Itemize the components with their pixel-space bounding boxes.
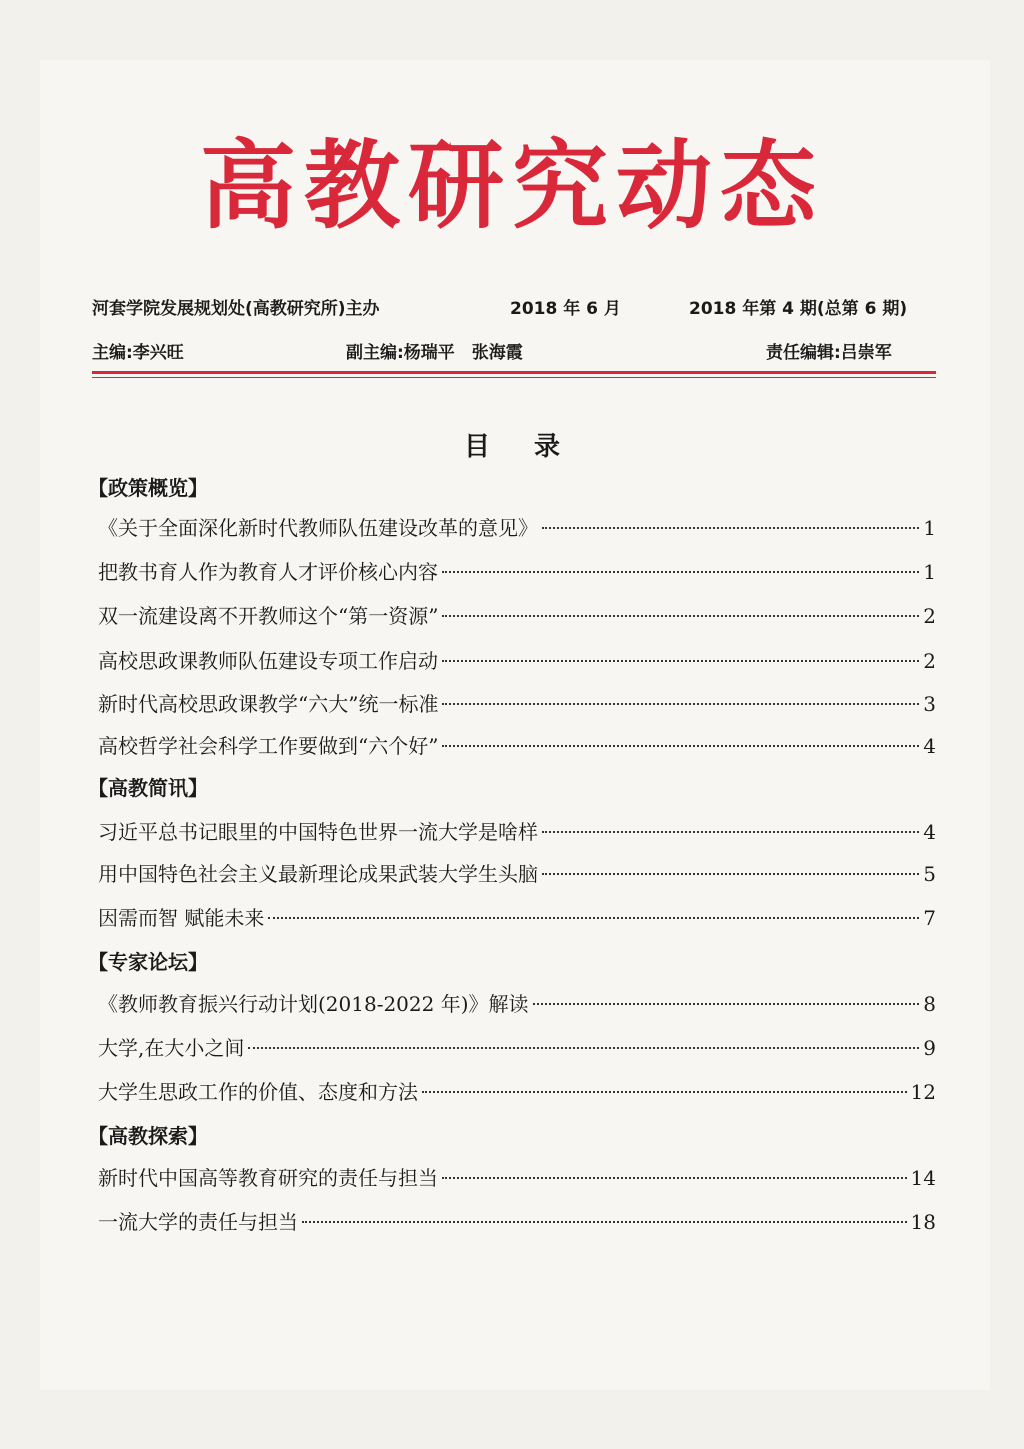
dot-leader bbox=[268, 917, 919, 919]
toc-entry-page: 14 bbox=[910, 1166, 936, 1190]
dot-leader bbox=[302, 1221, 907, 1223]
dot-leader bbox=[248, 1047, 919, 1049]
toc-entry-page: 18 bbox=[910, 1210, 936, 1234]
toc-entry-page: 12 bbox=[910, 1080, 936, 1104]
toc-entry-page: 9 bbox=[923, 1036, 936, 1060]
sponsor-text: 河套学院发展规划处(高教研究所)主办 bbox=[92, 299, 380, 319]
toc-entry[interactable] bbox=[98, 512, 936, 542]
toc-entry[interactable] bbox=[98, 556, 936, 586]
issue-date: 2018 年 6 月 bbox=[510, 299, 621, 319]
toc-entry[interactable] bbox=[98, 600, 936, 630]
toc-entry-page: 1 bbox=[923, 560, 936, 584]
toc-entry-page: 3 bbox=[923, 692, 936, 716]
chief-editor: 主编:李兴旺 bbox=[92, 343, 184, 363]
toc-entry-page: 2 bbox=[923, 604, 936, 628]
dot-leader bbox=[542, 831, 919, 833]
dot-leader bbox=[442, 571, 919, 573]
toc-entry-title: 新时代中国高等教育研究的责任与担当 bbox=[98, 1166, 438, 1190]
toc-title: 目录 bbox=[463, 432, 604, 462]
toc-entry-title: 高校哲学社会科学工作要做到“六个好” bbox=[98, 734, 439, 758]
toc-entry-page: 7 bbox=[923, 906, 936, 930]
toc-entry[interactable] bbox=[98, 730, 936, 760]
toc-entry-title: 《教师教育振兴行动计划(2018-2022 年)》解读 bbox=[98, 992, 529, 1016]
toc-entry-page: 4 bbox=[923, 820, 936, 844]
issue-number: 2018 年第 4 期(总第 6 期) bbox=[689, 299, 908, 319]
dot-leader bbox=[542, 527, 919, 529]
masthead-title: 高教研究动态 bbox=[200, 130, 824, 242]
toc-entry[interactable] bbox=[98, 816, 936, 846]
toc-entry-title: 用中国特色社会主义最新理论成果武装大学生头脑 bbox=[98, 862, 538, 886]
dot-leader bbox=[442, 1177, 907, 1179]
header-rule-thick bbox=[92, 371, 936, 374]
toc-entry[interactable] bbox=[98, 1162, 936, 1192]
toc-entry-page: 5 bbox=[923, 862, 936, 886]
toc-entry-title: 高校思政课教师队伍建设专项工作启动 bbox=[98, 649, 438, 673]
toc-entry[interactable] bbox=[98, 988, 936, 1018]
toc-section-explore: 【高教探索】 bbox=[88, 1124, 208, 1148]
dot-leader bbox=[442, 660, 919, 662]
toc-entry-title: 《关于全面深化新时代教师队伍建设改革的意见》 bbox=[98, 516, 538, 540]
toc-entry[interactable] bbox=[98, 858, 936, 888]
toc-entry[interactable] bbox=[98, 645, 936, 675]
toc-section-policy: 【政策概览】 bbox=[88, 476, 208, 500]
toc-entry-title: 大学,在大小之间 bbox=[98, 1036, 245, 1060]
deputy-editors: 副主编:杨瑞平 张海霞 bbox=[346, 343, 523, 363]
dot-leader bbox=[442, 703, 919, 705]
toc-entry[interactable] bbox=[98, 1076, 936, 1106]
toc-entry-title: 一流大学的责任与担当 bbox=[98, 1210, 298, 1234]
toc-entry[interactable] bbox=[98, 902, 936, 932]
toc-entry-page: 4 bbox=[923, 734, 936, 758]
dot-leader bbox=[442, 745, 919, 747]
toc-entry-page: 2 bbox=[923, 649, 936, 673]
dot-leader bbox=[422, 1091, 907, 1093]
toc-entry-title: 新时代高校思政课教学“六大”统一标准 bbox=[98, 692, 439, 716]
toc-entry-title: 双一流建设离不开教师这个“第一资源” bbox=[98, 604, 439, 628]
toc-entry-page: 8 bbox=[923, 992, 936, 1016]
toc-entry-title: 因需而智 赋能未来 bbox=[98, 906, 265, 930]
dot-leader bbox=[442, 615, 919, 617]
toc-entry-title: 把教书育人作为教育人才评价核心内容 bbox=[98, 560, 438, 584]
toc-section-news: 【高教简讯】 bbox=[88, 776, 208, 800]
toc-entry[interactable] bbox=[98, 1206, 936, 1236]
responsible-editor: 责任编辑:吕崇军 bbox=[766, 343, 892, 363]
toc-entry-title: 大学生思政工作的价值、态度和方法 bbox=[98, 1080, 418, 1104]
toc-section-forum: 【专家论坛】 bbox=[88, 950, 208, 974]
dot-leader bbox=[533, 1003, 920, 1005]
header-rule-thin bbox=[92, 377, 936, 378]
toc-entry-page: 1 bbox=[923, 516, 936, 540]
toc-entry[interactable] bbox=[98, 1032, 936, 1062]
dot-leader bbox=[542, 873, 919, 875]
toc-entry-title: 习近平总书记眼里的中国特色世界一流大学是啥样 bbox=[98, 820, 538, 844]
toc-entry[interactable] bbox=[98, 688, 936, 718]
